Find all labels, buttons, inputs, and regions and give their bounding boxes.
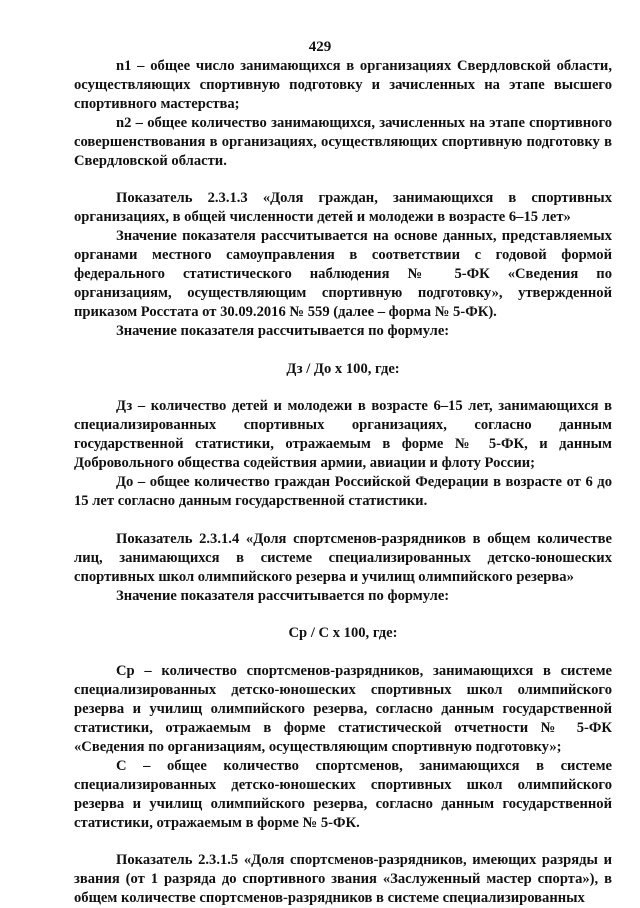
indicator-2314-title: Показатель 2.3.1.4 «Доля спортсменов-разрядников в общем количестве лиц, занимающихся в системе специализированных детско-юношеских спортивных школ олимпийского резерва и училищ олимпийского резерва» <box>74 530 612 585</box>
indicator-2313-basis: Значение показателя рассчитывается на основе данных, представляемых органами местного самоуправления в соответствии с годовой формой федерального статистического наблюдения № 5-ФК «Сведения по организациям, осуществляющим спортивную подготовку», утвержденной приказом Росстата от 30.09.2016 № 559 (далее – форма № 5-ФК). <box>74 228 612 320</box>
document-body <box>74 57 612 908</box>
paragraph-spacer <box>74 605 612 624</box>
sr-definition: Ср – количество спортсменов-разрядников, занимающихся в системе специализированных детско-юношеских спортивных школ олимпийского резерва и училищ олимпийского резерва, согласно данным государственной статистики, отражаемым в форме статистической отчетности № 5-ФК «Сведения по организациям, осуществляющим спортивную подготовку»; <box>74 663 612 755</box>
do-definition: До – общее количество граждан Российской Федерации в возрасте от 6 до 15 лет согласно данным государственной статистики. <box>74 474 612 510</box>
paragraph-spacer <box>74 170 612 189</box>
s-definition: С – общее количество спортсменов, занимающихся в системе специализированных детско-юношеских спортивных школ олимпийского резерва и училищ олимпийского резерва, согласно данным государственной статистики, отражаемым в форме № 5-ФК. <box>74 757 612 831</box>
indicator-2313-title: Показатель 2.3.1.3 «Доля граждан, занимающихся в спортивных организациях, в общей численности детей и молодежи в возрасте 6–15 лет» <box>74 190 612 226</box>
indicator-2315-title: Показатель 2.3.1.5 «Доля спортсменов-разрядников, имеющих разряды и звания (от 1 разряда до спортивного звания «Заслуженный мастер спорта»), в общем количестве спортсменов-разрядников в системе специализированных <box>74 852 612 907</box>
n2-definition: n2 – общее количество занимающихся, зачисленных на этапе спортивного совершенствования в организациях, осуществляющих спортивную подготовку в Свердловской области. <box>74 114 612 169</box>
indicator-2314-formula-intro: Значение показателя рассчитывается по формуле: <box>116 587 450 604</box>
paragraph-spacer <box>74 378 612 397</box>
dz-definition: Дз – количество детей и молодежи в возрасте 6–15 лет, занимающихся в специализированных спортивных организациях, согласно данным государственной статистики, отражаемым в форме № 5-ФК, и данным Добровольного общества содействия армии, авиации и флоту России; <box>74 398 612 472</box>
paragraph-spacer <box>74 833 612 852</box>
paragraph-spacer <box>74 341 612 360</box>
n1-definition: n1 – общее число занимающихся в организациях Свердловской области, осуществляющих спортивную подготовку и зачисленных на этапе высшего спортивного мастерства; <box>74 58 612 112</box>
paragraph-spacer <box>74 511 612 530</box>
indicator-2314-formula: Ср / С х 100, где: <box>288 625 398 642</box>
page-number: 429 <box>308 39 332 55</box>
paragraph-spacer <box>74 643 612 662</box>
indicator-2313-formula-intro: Значение показателя рассчитывается по формуле: <box>116 322 450 339</box>
indicator-2313-formula: Дз / До х 100, где: <box>286 360 400 377</box>
